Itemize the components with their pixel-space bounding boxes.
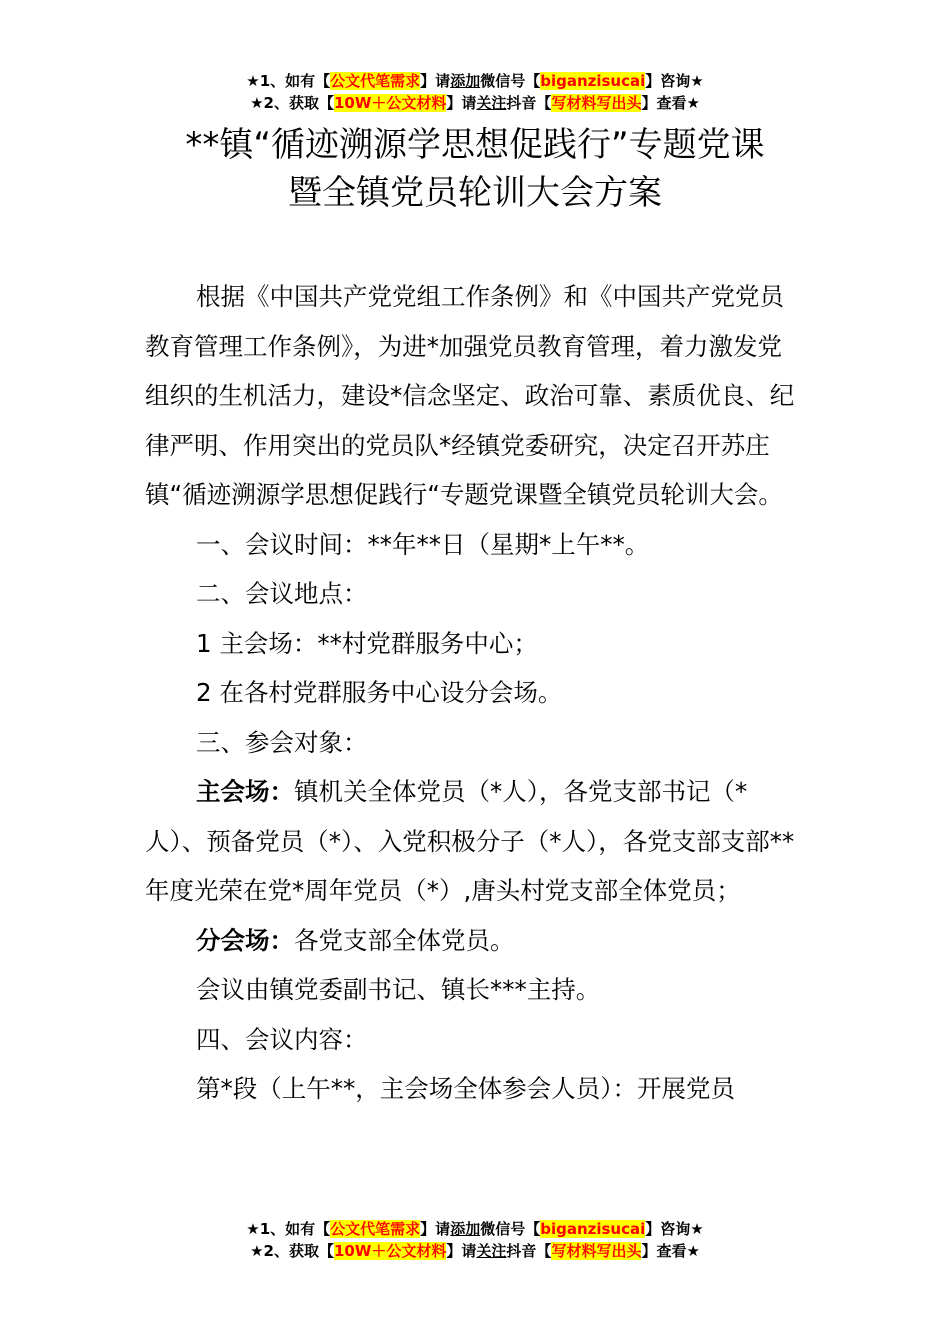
section-attendees: 三、参会对象： — [196, 727, 368, 757]
attendees-branch — [145, 916, 800, 966]
branch-venue-label: 分会场： — [196, 925, 294, 955]
document-body — [145, 272, 800, 1114]
location-branch: 2 在各村党群服务中心设分会场。 — [196, 678, 563, 707]
title-line-1: **镇“循迹溯源学思想促践行”专题党课 — [185, 125, 765, 165]
section-location: 二、会议地点： — [196, 579, 368, 608]
main-venue-text: 镇机关全体党员（*人），各党支部书记（*人）、预备党员（*）、入党积极分子（*人），各党支部支部**年度光荣在党*周年党员（*）,唐头村党支部全体党员； — [145, 777, 795, 905]
branch-venue-text: 各党支部全体党员。 — [294, 925, 515, 955]
footer-line-2: ★2、获取【10W＋公文材料】请关注抖音【写材料写出头】查看★ — [250, 1242, 700, 1260]
section-content: 四、会议内容： — [196, 1024, 368, 1054]
banner-line-2: ★2、获取【10W＋公文材料】请关注抖音【写材料写出头】查看★ — [250, 94, 700, 112]
footer-banner — [0, 1218, 950, 1262]
location-main: 1 主会场：**村党群服务中心； — [196, 628, 538, 658]
host-line: 会议由镇党委副书记、镇长***主持。 — [196, 975, 601, 1004]
page-title — [120, 121, 830, 217]
highlight-douyin: 写材料写出头 — [551, 94, 642, 112]
title-line-2: 暨全镇党员轮训大会方案 — [288, 173, 662, 213]
attendees-main — [145, 767, 800, 916]
highlight-wechat-id: biganzisucai — [540, 72, 646, 90]
intro-paragraph: 根据《中国共产党党组工作条例》和《中国共产党党员教育管理工作条例》，为进*加强党员教育管理，着力激发党组织的生机活力，建设*信念坚定、政治可靠、素质优良、纪律严明、作用突出的党员队*经镇党委研究，决定召开苏庄镇“循迹溯源学思想促践行“专题党课暨全镇党员轮训大会。 — [145, 282, 795, 509]
main-venue-label: 主会场： — [196, 777, 294, 806]
content-part-1: 第*段（上午**，主会场全体参会人员）：开展党员 — [196, 1074, 735, 1103]
header-banner — [0, 70, 950, 114]
footer-line-1: ★1、如有【公文代笔需求】请添加微信号【biganzisucai】咨询★ — [246, 1220, 704, 1238]
highlight-service: 公文代笔需求 — [330, 72, 421, 90]
section-time: 一、会议时间：**年**日（星期*上午**。 — [196, 529, 650, 559]
highlight-materials: 10W＋公文材料 — [333, 94, 447, 112]
banner-line-1: ★1、如有【公文代笔需求】请添加微信号【biganzisucai】咨询★ — [246, 72, 704, 90]
